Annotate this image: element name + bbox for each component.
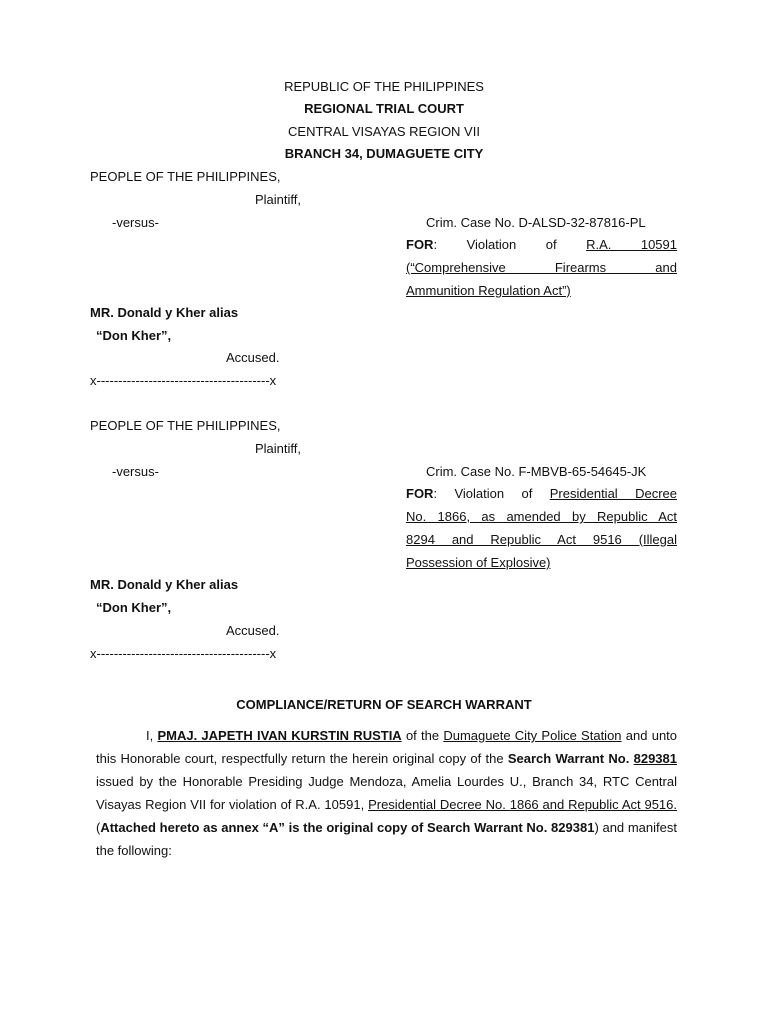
pd-reference: Presidential Decree No. 1866 and Republic Act 9516. [368, 797, 678, 812]
case2-plaintiff-label: Plaintiff, [255, 441, 302, 456]
case2-plaintiff-name: PEOPLE OF THE PHILIPPINES, [90, 418, 281, 433]
case2-pd-ref: Presidential Decree [549, 486, 678, 501]
body-text-3: and unto this Honorable court, respectfully return the herein original copy of the [96, 728, 678, 766]
body-text-6: ) and manifest the following: [96, 820, 677, 858]
case2-versus: -versus- [112, 464, 159, 479]
case2-separator: x----------------------------------------x [90, 646, 277, 661]
search-warrant-label: Search Warrant No. [507, 751, 634, 766]
document-title: COMPLIANCE/RETURN OF SEARCH WARRANT [236, 697, 532, 712]
body-text-4: issued by the Honorable Presiding Judge Mendoza, Amelia Lourdes U., Branch 34, RTC Central Visayas Region VII for violation of R.A. 10591, [96, 774, 677, 812]
header-branch: BRANCH 34, DUMAGUETE CITY [284, 146, 484, 161]
header-region: CENTRAL VISAYAS REGION VII [288, 124, 480, 139]
header-court: REGIONAL TRIAL COURT [304, 101, 464, 116]
case1-case-number: Crim. Case No. D-ALSD-32-87816-PL [426, 215, 646, 230]
case2-charge-line4: Possession of Explosive) [406, 555, 551, 570]
annex-note: Attached hereto as annex “A” is the original copy of Search Warrant No. 829381 [100, 820, 595, 835]
case2-charge-line2: No. 1866, as amended by Republic Act [406, 509, 677, 524]
case1-plaintiff-label: Plaintiff, [255, 192, 302, 207]
search-warrant-number: 829381 [633, 751, 677, 766]
case2-case-number: Crim. Case No. F-MBVB-65-54645-JK [426, 464, 647, 479]
header-republic: REPUBLIC OF THE PHILIPPINES [284, 79, 484, 94]
case2-accused-name: MR. Donald y Kher alias [90, 577, 239, 592]
case1-accused-label: Accused. [226, 350, 280, 365]
case1-for-label: FOR [406, 237, 434, 252]
case1-charge [406, 233, 677, 302]
police-station: Dumaguete City Police Station [443, 728, 622, 743]
case1-ra-ref: R.A. 10591 [586, 237, 678, 252]
case1-charge-line3: Ammunition Regulation Act”) [406, 283, 571, 298]
case1-versus: -versus- [112, 215, 159, 230]
case1-accused-name: MR. Donald y Kher alias [90, 305, 239, 320]
case1-accused-alias: “Don Kher”, [96, 328, 172, 343]
case2-for-label: FOR [406, 486, 434, 501]
body-paragraph [96, 724, 677, 862]
case2-accused-label: Accused. [226, 623, 280, 638]
body-text-1: I, [146, 728, 158, 743]
case1-charge-line2: (“Comprehensive Firearms and [406, 260, 677, 275]
case2-charge [406, 482, 677, 574]
case2-charge-line3: 8294 and Republic Act 9516 (Illegal [406, 532, 677, 547]
case1-plaintiff-name: PEOPLE OF THE PHILIPPINES, [90, 169, 281, 184]
case1-for-prefix: : Violation of [433, 237, 587, 252]
case1-separator: x----------------------------------------x [90, 373, 277, 388]
officer-name: PMAJ. JAPETH IVAN KURSTIN RUSTIA [157, 728, 402, 743]
case2-accused-alias: “Don Kher”, [96, 600, 172, 615]
body-text-2: of the [401, 728, 444, 743]
case2-for-prefix: : Violation of [433, 486, 550, 501]
body-text-5: ( [96, 820, 101, 835]
